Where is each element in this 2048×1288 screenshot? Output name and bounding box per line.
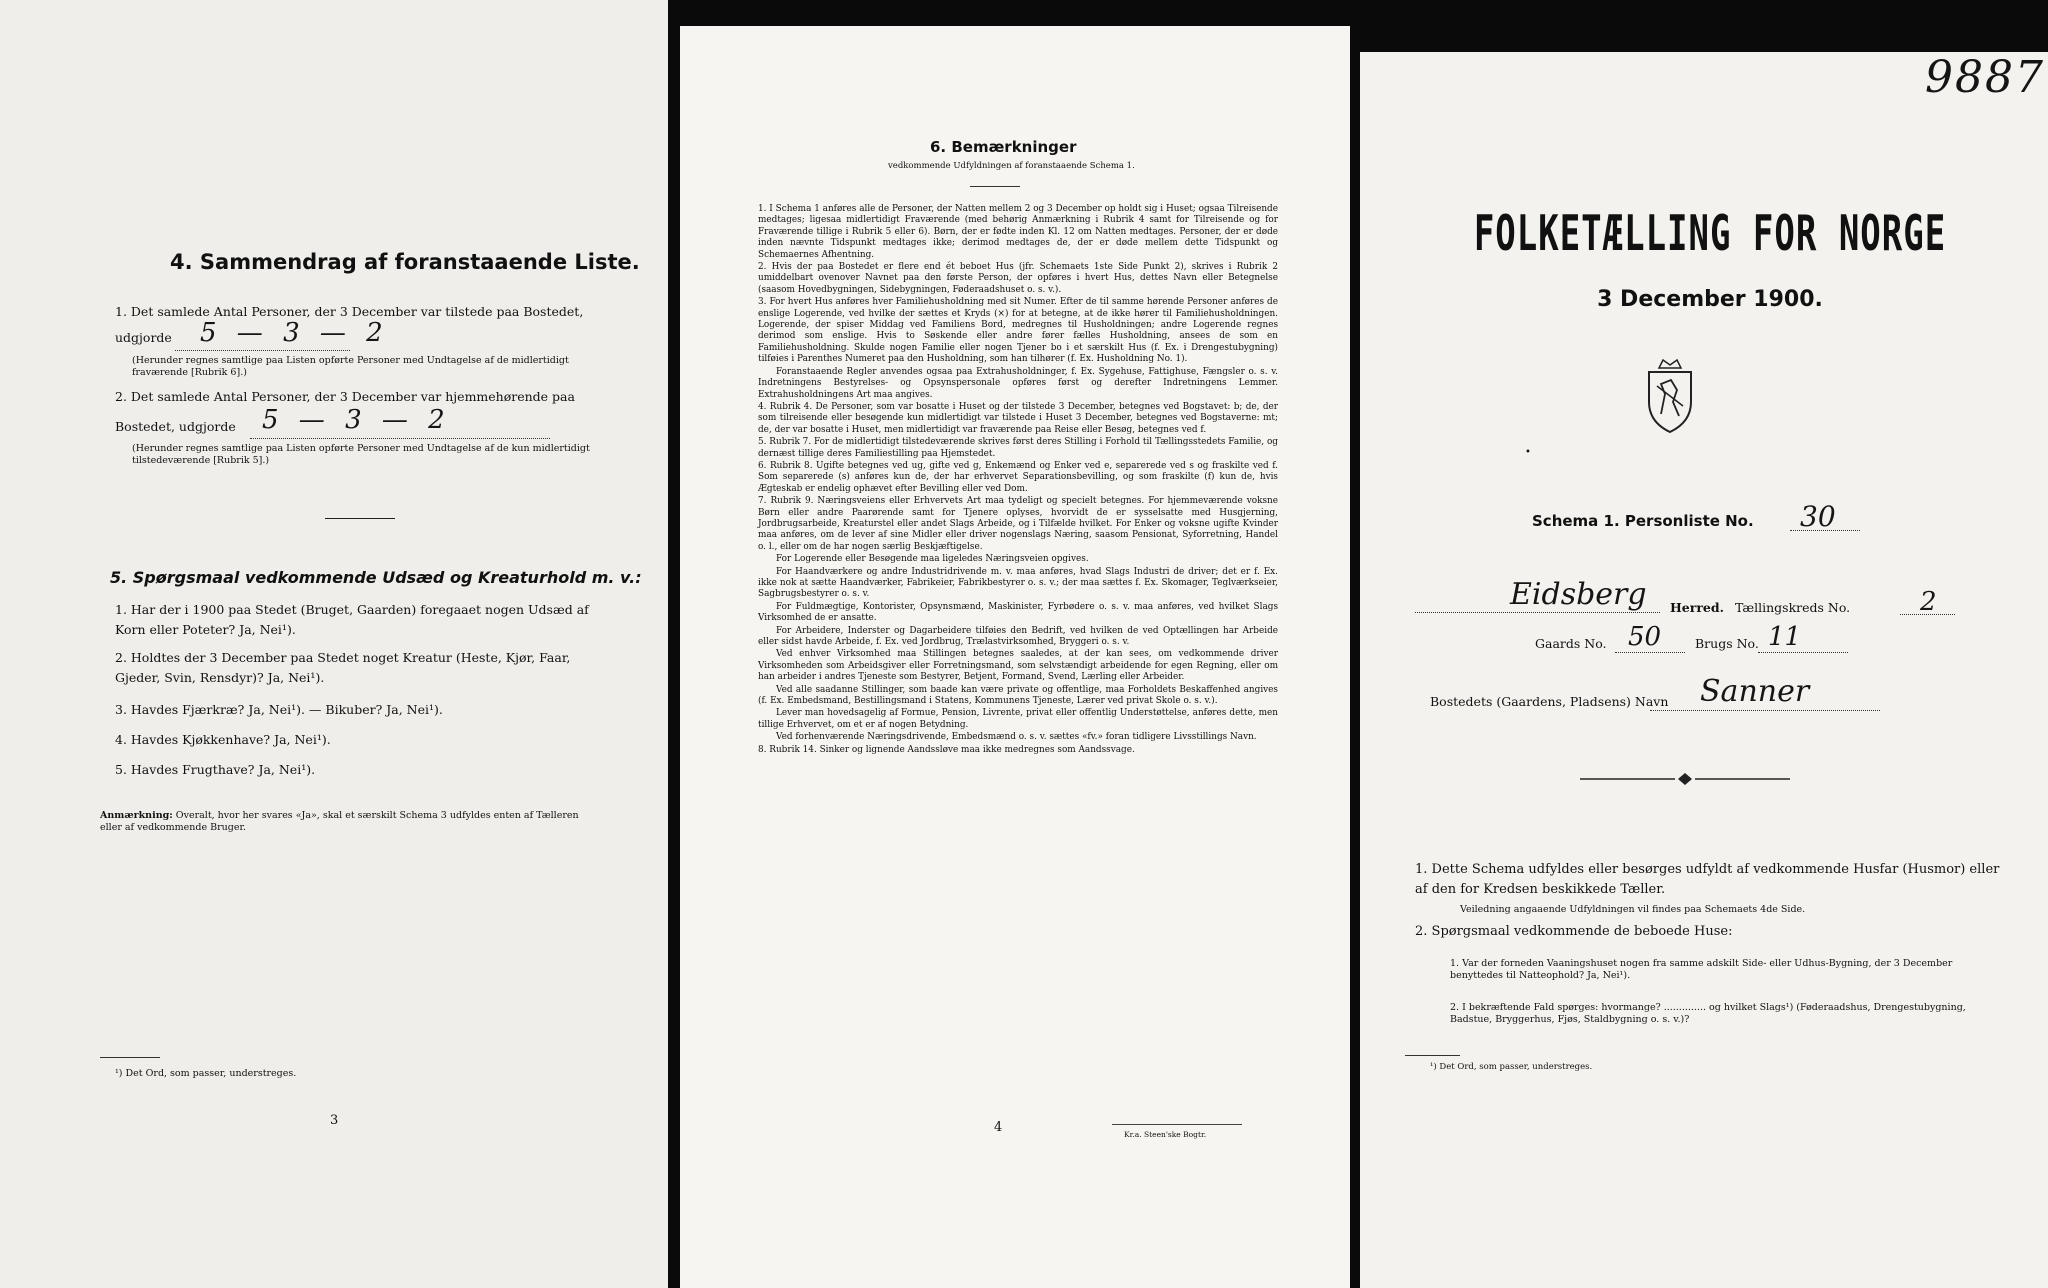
q1-note: (Herunder regnes samtlige paa Listen opførte Personer med Undtagelse af de midlertidigt fraværende [Rubrik 6].): [132, 355, 569, 378]
footnote: ¹) Det Ord, som passer, understreges.: [1430, 1062, 1593, 1072]
remark-paragraph: 8. Rubrik 14. Sinker og lignende Aandssløve maa ikke medregnes som Aandssvage.: [758, 744, 1135, 755]
coat-of-arms-icon: [1643, 356, 1697, 434]
footnote: ¹) Det Ord, som passer, understreges.: [115, 1068, 297, 1079]
remark-paragraph: Ved forhenværende Næringsdrivende, Embedsmænd o. s. v. sættes «fv.» foran tidligere Livsstillings Navn.: [776, 732, 1257, 743]
page-4: [680, 26, 1350, 1288]
bosted-value: Sanner: [1700, 674, 1810, 709]
s5-q2: 2. Holdtes der 3 December paa Stedet noget Kreatur (Heste, Kjør, Faar, Gjeder, Svin, Rensdyr)? Ja, Nei¹).: [115, 650, 571, 685]
anmerkning-text: Overalt, hvor her svares «Ja», skal et særskilt Schema 3 udfyldes enten af Tælleren eller af vedkommende Bruger.: [100, 810, 579, 833]
schema-label: Schema 1. Personliste No.: [1532, 512, 1754, 530]
remark-paragraph: For Logerende eller Besøgende maa ligeledes Næringsveien opgives.: [776, 554, 1089, 565]
page-1: 9887 FOLKETÆLLING FOR NORGE 3 December 1900. • Schema 1. Personliste No. 30 Eidsberg Herred. Tællingskreds No. 2 Gaards No. 50 Brugs No. 11 Bostedets (Gaardens, Pladsens) Navn Sanner 1. Dette Schema udfyldes eller besørges udfyldt af vedkommende Husfar (Husmor) eller af den for Kredsen beskikkede Tæller. Veiledning angaaende Udfyldningen vil findes paa Schemaets 4de Side. 2. Spørgsmaal vedkommende de beboede Huse: 1. Var der forneden Vaaningshuset nogen fra samme adskilt Side- eller Udhus-Bygning, der 3 December benyttedes til Natteophold? Ja, Nei¹). 2. I bekræftende Fald spørges: hvormange? .............. og hvilket Slags¹) (Føderaadshus, Drengestubygning, Badstue, Bryggerhus, Fjøs, Staldbygning o. s. v.)? ¹) Det Ord, som passer, understreges.: [1360, 52, 2048, 1288]
s5-q3: 3. Havdes Fjærkræ? Ja, Nei¹). — Bikuber? Ja, Nei¹).: [115, 702, 443, 717]
kreds-label: Tællingskreds No.: [1735, 600, 1851, 615]
remark-paragraph: 6. Rubrik 8. Ugifte betegnes ved ug, gifte ved g, Enkemænd og Enker ved e, separerede ved s og fraskilte ved f. Som separerede (s) anføres kun de, der har erhvervet Separationsbevilling, og som fraskilte (f) kun de, hvis Ægteskab er endelig ophævet efter Bevilling eller ved Dom.: [758, 460, 1278, 494]
q1-values: 5 — 3 — 2: [200, 318, 389, 348]
printer-mark: Kr.a. Steen'ske Bogtr.: [1124, 1130, 1207, 1139]
q1-label: udgjorde: [115, 330, 172, 345]
bemerkninger-body: [758, 204, 1278, 757]
q2-line1: 2. Det samlede Antal Personer, der 3 December var hjemmehørende paa: [115, 389, 575, 404]
remark-paragraph: 3. For hvert Hus anføres hver Familiehusholdning med sit Numer. Efter de til samme hørende Personer anføres de enslige Logerende, ved hvilke der sættes et Kryds (×) for at betegne, at de ikke hører til Familiehusholdningen. Logerende, der spiser Middag ved Familiens Bord, medregnes til Husholdningen; andre Logerende regnes derimod som enslige. Hvis to Søskende eller andre fører fælles Husholdning, ansees de som en Familiehusholdning. Skulde nogen Familie eller nogen Tjener bo i et særskilt Hus (f. Ex. i Drengestubygning) tilføies i Parenthes Numeret paa den Husholdning, som han tilhører (f. Ex. Husholdning No. 1).: [758, 297, 1278, 365]
remark-paragraph: 4. Rubrik 4. De Personer, som var bosatte i Huset og der tilstede 3 December, betegnes ved Bogstavet: b; de, der som tilreisende eller besøgende kun midlertidigt var tilstede i Huset 3 December, betegnes ved Bogstaverne: mt; de, der var bosatte i Huset, men midlertidigt var fraværende paa Reise eller Besøg, betegnes ved f.: [758, 401, 1278, 435]
remark-paragraph: Foranstaaende Regler anvendes ogsaa paa Extrahusholdninger, f. Ex. Sygehuse, Fattighuse, Fængsler o. s. v. Indretningens Bestyrelses- og Opsynspersonale opføres først og derefter Indretningens Lemmer. Extrahusholdningens Art maa angives.: [758, 366, 1278, 400]
gaards-value: 50: [1628, 622, 1662, 652]
remark-paragraph: For Fuldmægtige, Kontorister, Opsynsmænd, Maskinister, Fyrbødere o. s. v. maa anføres, ved hvilket Slags Virksomhed de er ansatte.: [758, 601, 1278, 624]
instruction-2: 2. Spørgsmaal vedkommende de beboede Huse:: [1415, 924, 1733, 939]
bosted-label: Bostedets (Gaardens, Pladsens) Navn: [1430, 694, 1669, 709]
ornament-divider: [1580, 772, 1790, 786]
s5-q1: 1. Har der i 1900 paa Stedet (Bruget, Gaarden) foregaaet nogen Udsæd af Korn eller Poteter? Ja, Nei¹).: [115, 602, 589, 637]
kreds-value: 2: [1920, 587, 1937, 617]
section5-title: 5. Spørgsmaal vedkommende Udsæd og Kreaturhold m. v.:: [110, 568, 642, 587]
q2-note: (Herunder regnes samtlige paa Listen opførte Personer med Undtagelse af de kun midlertidigt tilstedeværende [Rubrik 5].): [132, 443, 590, 466]
instruction-1: 1. Dette Schema udfyldes eller besørges udfyldt af vedkommende Husfar (Husmor) eller af den for Kredsen beskikkede Tæller.: [1415, 862, 2000, 897]
remark-paragraph: 7. Rubrik 9. Næringsveiens eller Erhvervets Art maa tydeligt og specielt betegnes. For hjemmeværende voksne Børn eller andre Paarørende samt for Tjenere oplyses, hvorvidt de er sysselsatte med Husgjerning, Jordbrugsarbeide, Kreaturstel eller andet Slags Arbeide, og i Tilfælde hvilket. For Enker og voksne ugifte Kvinder maa anføres, om de lever af sine Midler eller driver nogenslags Næring, saasom Pensionat, Syforretning, Handel o. l., eller om de har nogen særlig Beskjæftigelse.: [758, 496, 1278, 552]
remark-paragraph: Ved alle saadanne Stillinger, som baade kan være private og offentlige, maa Forholdets Beskaffenhed angives (f. Ex. Embedsmand, Bestillingsmand i Statens, Kommunens Tjeneste, Lærer ved privat Skole o. s. v.).: [758, 684, 1278, 707]
q2-label: Bostedet, udgjorde: [115, 419, 236, 434]
bemerkninger-subtitle: vedkommende Udfyldningen af foranstaaende Schema 1.: [888, 161, 1135, 171]
census-title: FOLKETÆLLING FOR NORGE: [1473, 205, 1947, 263]
instruction-2-2: 2. I bekræftende Fald spørges: hvormange? .............. og hvilket Slags¹) (Føderaadshus, Drengestubygning, Badstue, Bryggerhus, Fjøs, Staldbygning o. s. v.)?: [1450, 1002, 1966, 1025]
divider: [325, 518, 395, 519]
herred-label: Herred.: [1670, 600, 1724, 615]
section4-title: 4. Sammendrag af foranstaaende Liste.: [170, 250, 640, 274]
remark-paragraph: Lever man hovedsagelig af Formue, Pension, Livrente, privat eller offentlig Understøttelse, anføres dette, men tillige Erhvervet, om et er af nogen Betydning.: [758, 708, 1278, 730]
q1-line1: 1. Det samlede Antal Personer, der 3 December var tilstede paa Bostedet,: [115, 304, 584, 319]
remark-paragraph: For Arbeidere, Inderster og Dagarbeidere tilføies den Bedrift, ved hvilken de ved Optællingen har Arbeide eller sidst havde Arbeide, f. Ex. ved Jordbrug, Trælastvirksomhed, Bryggeri o. s. v.: [758, 625, 1278, 648]
remark-paragraph: 1. I Schema 1 anføres alle de Personer, der Natten mellem 2 og 3 December op holdt sig i Huset; ogsaa Tilreisende medtages; ligesaa midlertidigt Fraværende (med behørig Anmærkning i Rubrik 4 samt for Tilreisende og for Fraværende tillige i Rubrik 5 eller 6). Børn, der er fødte inden Kl. 12 om Natten medtages. Personer, der er døde inden nævnte Tidspunkt medtages ikke; derimod medtages de, der er døde mellem dette Tidspunkt og Schemaernes Afhentning.: [758, 204, 1278, 260]
remark-paragraph: Ved enhver Virksomhed maa Stillingen betegnes saaledes, at der kan sees, om vedkommende driver Virksomheden som Arbeidsgiver eller Forretningsmand, som selvstændigt arbeidende for egen Regning, eller om han arbeider i andres Tjeneste som Bestyrer, Betjent, Formand, Svend, Lærling eller Arbeider.: [758, 649, 1278, 683]
gaards-label: Gaards No.: [1535, 636, 1607, 651]
page-number: 4: [994, 1120, 1003, 1135]
page-number: 3: [330, 1113, 339, 1128]
herred-value: Eidsberg: [1510, 577, 1647, 612]
instruction-1-sub: Veiledning angaaende Udfyldningen vil findes paa Schemaets 4de Side.: [1460, 904, 1806, 915]
anmerkning-label: Anmærkning:: [100, 810, 173, 821]
bemerkninger-title: 6. Bemærkninger: [930, 138, 1077, 156]
brugs-label: Brugs No.: [1695, 636, 1759, 651]
remark-paragraph: 5. Rubrik 7. For de midlertidigt tilstedeværende skrives først deres Stilling i Forhold til Tællingsstedets Familie, og dernæst tillige deres Familiestilling paa Hjemstedet.: [758, 437, 1278, 459]
q2-values: 5 — 3 — 2: [262, 405, 451, 435]
s5-q4: 4. Havdes Kjøkkenhave? Ja, Nei¹).: [115, 732, 331, 747]
archive-number: 9887: [1925, 52, 2045, 103]
s5-q5: 5. Havdes Frugthave? Ja, Nei¹).: [115, 762, 316, 777]
page-3: [0, 0, 668, 1288]
census-date: 3 December 1900.: [1597, 287, 1823, 312]
remark-paragraph: For Haandværkere og andre Industridrivende m. v. maa anføres, hvad Slags Industri de driver; det er f. Ex. ikke nok at sætte Haandværker, Fabrikeier, Fabrikbestyrer o. s. v.; der maa sættes f. Ex. Skomager, Teglværkseier, Sagbrugsbestyrer o. s. v.: [758, 566, 1278, 600]
brugs-value: 11: [1768, 622, 1802, 652]
remark-paragraph: 2. Hvis der paa Bostedet er flere end ét beboet Hus (jfr. Schemaets 1ste Side Punkt 2), skrives i Rubrik 2 umiddelbart ovenover Navnet paa den første Person, der opføres i hvert Hus, dettes Navn eller Betegnelse (saasom Hovedbygningen, Sidebygningen, Føderaadshuset o. s. v.).: [758, 262, 1278, 295]
personliste-no: 30: [1800, 500, 1836, 533]
instruction-2-1: 1. Var der forneden Vaaningshuset nogen fra samme adskilt Side- eller Udhus-Bygning, der 3 December benyttedes til Natteophold? Ja, Nei¹).: [1450, 958, 1953, 981]
